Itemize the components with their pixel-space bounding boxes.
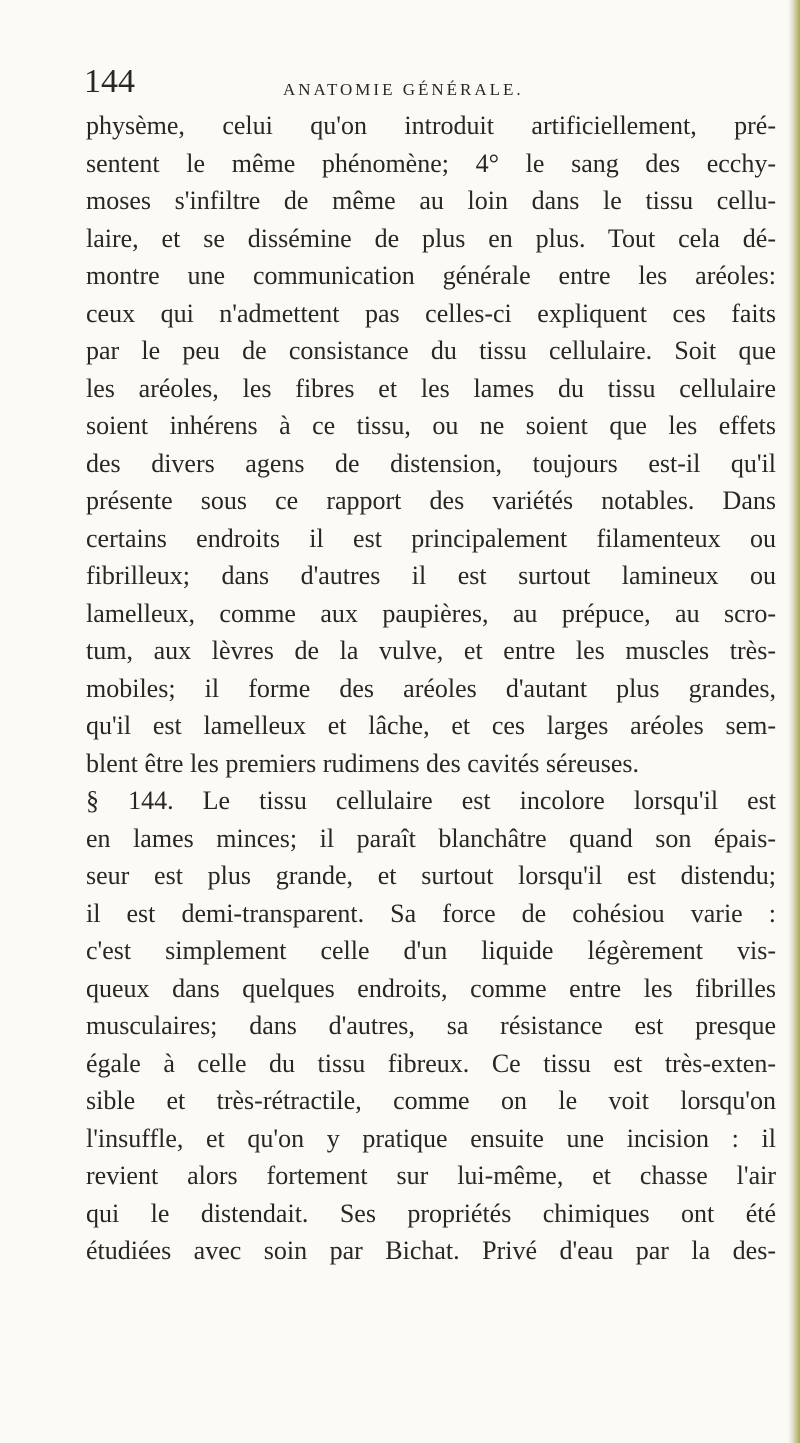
text-line: par le peu de consistance du tissu cellulaire. Soit que <box>86 336 776 365</box>
text-line: c'est simplement celle d'un liquide légèrement vis- <box>86 936 776 965</box>
text-line: il est demi-transparent. Sa force de cohésiou varie : <box>86 898 776 928</box>
text-line: soient inhérens à ce tissu, ou ne soient que les effets <box>86 411 776 440</box>
text-line: § 144. Le tissu cellulaire est incolore lorsqu'il est <box>86 786 776 815</box>
text-line: sentent le même phénomène; 4° le sang des ecchy- <box>86 148 776 178</box>
text-line: blent être les premiers rudimens des cavités séreuses. <box>86 748 640 778</box>
text-line: présente sous ce rapport des variétés notables. Dans <box>86 486 776 515</box>
text-line: physème, celui qu'on introduit artificiellement, pré- <box>86 111 776 140</box>
text-line: qu'il est lamelleux et lâche, et ces larges aréoles sem- <box>86 711 776 740</box>
text-line: ceux qui n'admettent pas celles-ci expliquent ces faits <box>86 298 776 328</box>
text-line: lamelleux, comme aux paupières, au prépuce, au scro- <box>86 598 776 628</box>
text-line: musculaires; dans d'autres, sa résistance est presque <box>86 1011 776 1040</box>
text-line: qui le distendait. Ses propriétés chimiques ont été <box>86 1198 776 1228</box>
running-title: ANATOMIE GÉNÉRALE. <box>283 80 524 99</box>
text-line: étudiées avec soin par Bichat. Privé d'eau par la des- <box>86 1236 776 1265</box>
text-line: revient alors fortement sur lui-même, et chasse l'air <box>86 1161 776 1190</box>
text-line: sible et très-rétractile, comme on le voit lorsqu'on <box>86 1086 776 1115</box>
text-line: mobiles; il forme des aréoles d'autant plus grandes, <box>86 673 776 703</box>
text-line: des divers agens de distension, toujours est-il qu'il <box>86 448 776 478</box>
text-line: certains endroits il est principalement filamenteux ou <box>86 523 776 553</box>
page-header <box>84 62 784 106</box>
text-line: queux dans quelques endroits, comme entre les fibrilles <box>86 973 776 1003</box>
page-number: 144 <box>84 63 135 100</box>
text-line: égale à celle du tissu fibreux. Ce tissu est très-exten- <box>86 1048 776 1078</box>
text-line: tum, aux lèvres de la vulve, et entre les muscles très- <box>86 636 776 665</box>
body-text <box>86 107 776 1270</box>
text-line: montre une communication générale entre les aréoles: <box>86 261 776 290</box>
text-line: seur est plus grande, et surtout lorsqu'il est distendu; <box>86 861 776 890</box>
page-edge <box>788 0 800 1443</box>
text-line: l'insuffle, et qu'on y pratique ensuite une incision : il <box>86 1123 776 1153</box>
text-line: laire, et se dissémine de plus en plus. Tout cela dé- <box>86 223 776 253</box>
text-line: moses s'infiltre de même au loin dans le tissu cellu- <box>86 186 776 215</box>
text-line: en lames minces; il paraît blanchâtre quand son épais- <box>86 823 776 853</box>
text-line: les aréoles, les fibres et les lames du tissu cellulaire <box>86 373 776 403</box>
text-line: fibrilleux; dans d'autres il est surtout lamineux ou <box>86 561 776 590</box>
